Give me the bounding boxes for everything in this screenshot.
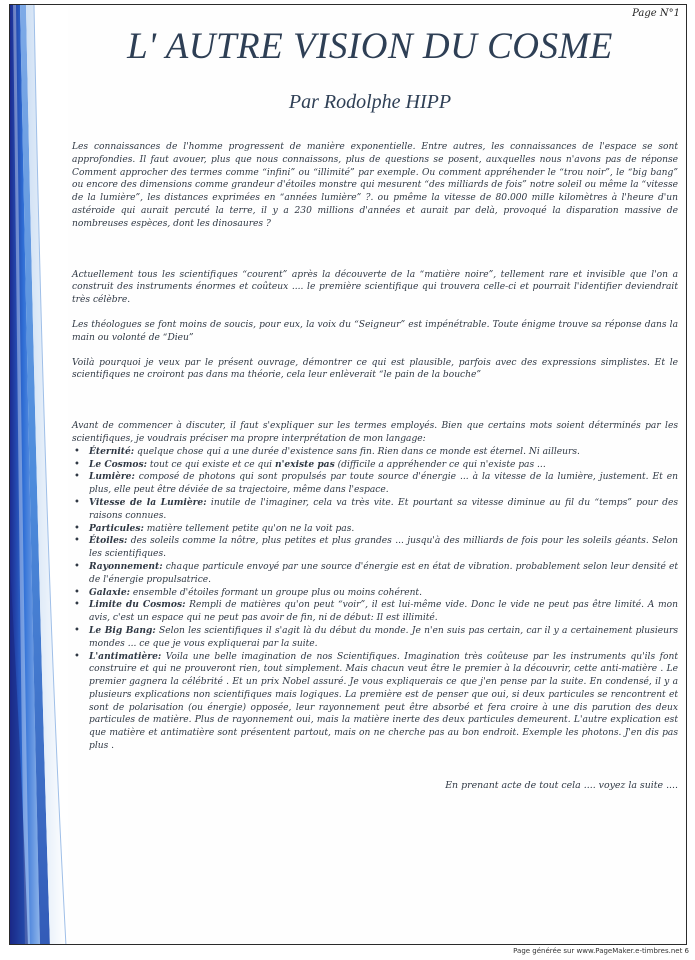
definition-term: Étoiles: xyxy=(89,535,128,547)
definition-text: chaque particule envoyé par une source d'énergie est en état de vibration. probablement selon leur densité et de l'énergie propulsatrice. xyxy=(89,561,678,585)
definition-term: L'antimatière: xyxy=(89,650,162,662)
definition-text: quelque chose qui a une durée d'existence sans fin. Rien dans ce monde est éternel. Ni ailleurs. xyxy=(134,446,580,457)
definition-rayonnement xyxy=(72,561,678,587)
definition-antimatiere xyxy=(72,651,678,753)
definition-term: Éternité: xyxy=(89,445,135,457)
definitions-list xyxy=(72,446,678,753)
definition-term: Rayonnement: xyxy=(89,560,163,572)
definition-emphasis: n'existe pas xyxy=(274,458,335,470)
author-byline: Par Rodolphe HIPP xyxy=(288,91,452,113)
paragraph-purpose: Voilà pourquoi je veux par le présent ouvrage, démontrer ce qui est plausible, parfois avec des expressions simplistes. Et le scientifiques ne croiront pas dans ma théorie, cela leur enlèverait “le pain de la bouche” xyxy=(72,357,678,381)
paragraph-terms-intro: Avant de commencer à discuter, il faut s'expliquer sur les termes employés. Bien que certains mots soient déterminés par les scientifiques, je voudrais préciser ma propre interprétation de mon langage: xyxy=(72,421,678,444)
definition-eternite xyxy=(72,446,678,459)
definition-lumiere xyxy=(72,471,678,497)
page-title: L' AUTRE VISION DU COSME xyxy=(127,26,613,67)
definition-text: des soleils comme la nôtre, plus petites et plus grandes ... jusqu'à des milliards de fois pour les soleils géants. Selon les scientifiques. xyxy=(89,536,678,560)
definition-term: Lumière: xyxy=(89,471,135,483)
decorative-ribbon xyxy=(10,5,68,945)
paragraph-dark-matter: Actuellement tous les scientifiques “courent” après la découverte de la “matière noire”, tellement rare et invisible que l'on a construit des instruments énormes et coûteux .... le première scientifique qui trouvera celle-ci et pourrait l'identifier deviendrait très célèbre. xyxy=(72,269,678,306)
definition-cosmos xyxy=(72,459,678,472)
definition-text: composé de photons qui sont propulsés par toute source d'énergie ... à la vitesse de la lumière, justement. Et en plus, elle peut être déviée de sa trajectoire, même dans l'espace. xyxy=(89,472,678,496)
definition-limite-cosmos xyxy=(72,599,678,625)
definition-galaxie xyxy=(72,587,678,600)
paragraph-theologians: Les théologues se font moins de soucis, pour eux, la voix du “Seigneur” est impénétrable. Toute énigme trouve sa réponse dans la main ou volonté de “Dieu” xyxy=(72,319,678,343)
page-number: Page N°1 xyxy=(632,8,680,19)
definition-term: Galaxie: xyxy=(89,586,131,598)
definition-text: Selon les scientifiques il s'agit là du début du monde. Je n'en suis pas certain, car il y a certainement plusieurs mondes ... ce que je vous expliquerai par la suite. xyxy=(89,625,678,649)
paragraph-intro: Les connaissances de l'homme progressent de manière exponentielle. Entre autres, les connaissances de l'espace se sont approfondies. Il faut avouer, plus que nous connaissons, plus de questions se posent, auxquelles nous n'avons pas de réponse Comment approcher des termes comme “infini” ou “illimité” par exemple. Ou comment appréhender le “trou noir”, le “big bang” ou encore des dimensions comme grandeur d'étoiles monstre qui mesurent “des milliards de fois” notre soleil ou même la “vitesse de la lumière”, les distances exprimées en “années lumière” ?. ou pmême la vitesse de 80.000 mille kilomètres à l'heure d'un astéroide qui aurait percuté la terre, il y a 230 millions d'années et aurait par delà, provoqué la disparation massive de nombreuses espèces, dont les dinosaures ? xyxy=(72,142,678,229)
footer-credit: Page générée sur www.PageMaker.e-timbres.net 6 xyxy=(513,947,689,955)
definition-text: Voila une belle imagination de nos Scientifiques. Imagination très coûteuse par les instruments qu'ils font construire et qui ne prouveront rien, tout simplement. Mais chacun veut être le premier à la découvrir, cette anti-matière . Le premier gagnera la célébrité . Et un prix Nobel assuré. Je vous expliquerais ce que j'en pense par la suite. En condensé, il y a plusieurs explications non scientifiques mais logiques. La première est de penser que oui, si deux particules se rencontrent et sont de polarisation (ou énergie) opposée, leur rayonnement peut être absorbé et fera croire à une dis parution des deux particules de matière. Plus de rayonnement oui, mais la matière inerte des deux particules demeurent. L'autre explication est que matière et antimatière sont présentent partout, mais on ne cherche pas au bon endroit. Exemple les photons. J'en dis pas plus . xyxy=(89,651,678,752)
definition-particules xyxy=(72,523,678,536)
definition-term: Limite du Cosmos: xyxy=(89,599,186,611)
closing-line: En prenant acte de tout cela .... voyez la suite .... xyxy=(445,779,678,791)
definition-text: matière tellement petite qu'on ne la voit pas. xyxy=(143,523,355,534)
definition-term: Vitesse de la Lumière: xyxy=(89,496,207,508)
article-body xyxy=(72,141,678,793)
definition-text: ensemble d'étoiles formant un groupe plus ou moins cohérent. xyxy=(130,587,422,598)
definition-term: Particules: xyxy=(89,522,144,534)
definition-term: Le Big Bang: xyxy=(89,624,156,636)
definition-text: Rempli de matières qu'on peut “voir”, il est lui-même vide. Donc le vide ne peut pas être limité. A mon avis, c'est un espace qui ne peut pas avoir de fin, ni de début: Il est illimité. xyxy=(89,600,678,624)
definition-term: Le Cosmos: xyxy=(89,458,147,470)
definition-etoiles xyxy=(72,535,678,561)
definition-text: inutile de l'imaginer, cela va très vite. Et pourtant sa vitesse diminue au fil du “temps” pour des raisons connues. xyxy=(89,497,679,521)
definition-text-cont: (difficile a appréhender ce qui n'existe pas ... xyxy=(334,459,546,470)
definition-big-bang xyxy=(72,625,678,651)
definition-text: tout ce qui existe et ce qui xyxy=(146,459,275,470)
page-frame xyxy=(9,4,687,945)
definition-vitesse-lumiere xyxy=(72,497,678,523)
